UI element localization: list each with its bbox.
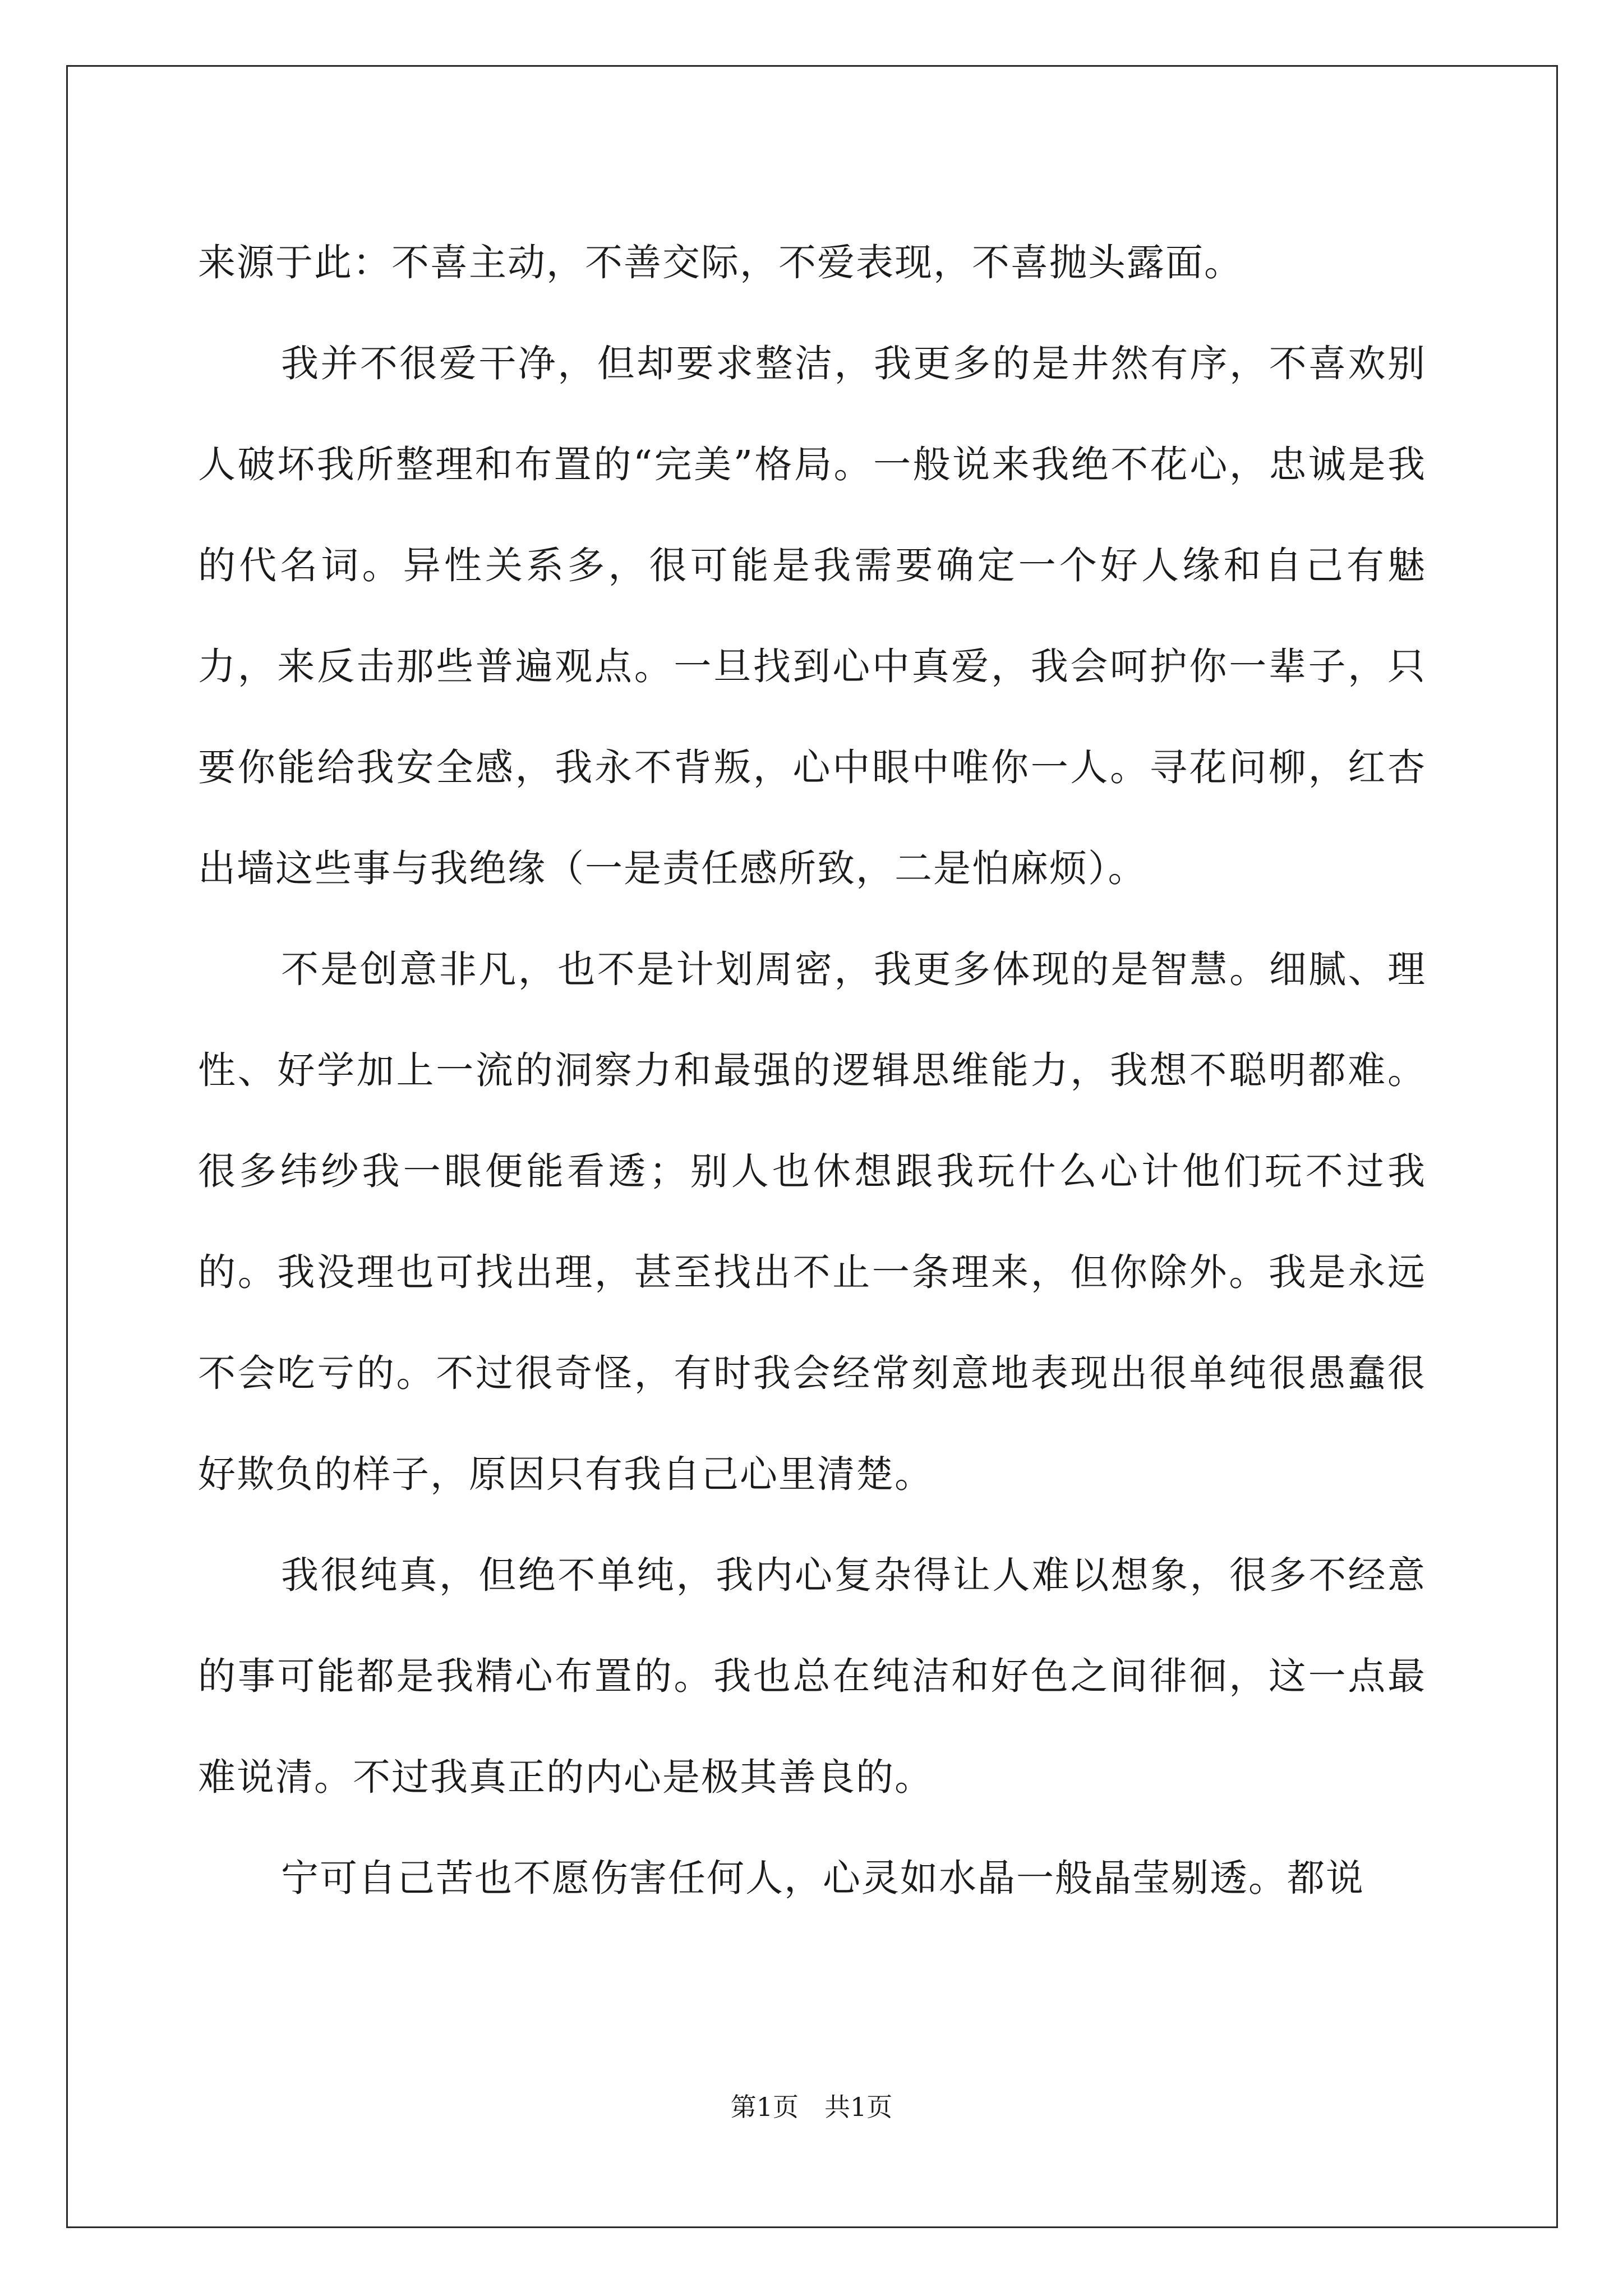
page-number-footer: 第1页 共1页 (730, 2092, 893, 2122)
document-body (198, 212, 1426, 1929)
paragraph: 我并不很爱干净，但却要求整洁，我更多的是井然有序，不喜欢别人破坏我所整理和布置的“完美”格局。一般说来我绝不花心，忠诚是我的代名词。异性关系多，很可能是我需要确定一个好人缘和自己有魅力，来反击那些普遍观点。一旦找到心中真爱，我会呵护你一辈子，只要你能给我安全感，我永不背叛，心中眼中唯你一人。寻花问柳，红杏出墙这些事与我绝缘（一是责任感所致，二是怕麻烦）。 (198, 342, 1426, 890)
paragraph: 不是创意非凡，也不是计划周密，我更多体现的是智慧。细腻、理性、好学加上一流的洞察力和最强的逻辑思维能力，我想不聪明都难。很多纬纱我一眼便能看透；别人也休想跟我玩什么心计他们玩不过我的。我没理也可找出理，甚至找出不止一条理来，但你除外。我是永远不会吃亏的。不过很奇怪，有时我会经常刻意地表现出很单纯很愚蠢很好欺负的样子，原因只有我自己心里清楚。 (198, 947, 1426, 1496)
paragraph: 来源于此：不喜主动，不善交际，不爱表现，不喜抛头露面。 (198, 241, 1243, 284)
paragraph: 宁可自己苦也不愿伤害任何人，心灵如水晶一般晶莹剔透。都说 (281, 1856, 1364, 1900)
paragraph: 我很纯真，但绝不单纯，我内心复杂得让人难以想象，很多不经意的事可能都是我精心布置的。我也总在纯洁和好色之间徘徊，这一点最难说清。不过我真正的内心是极其善良的。 (198, 1553, 1426, 1799)
